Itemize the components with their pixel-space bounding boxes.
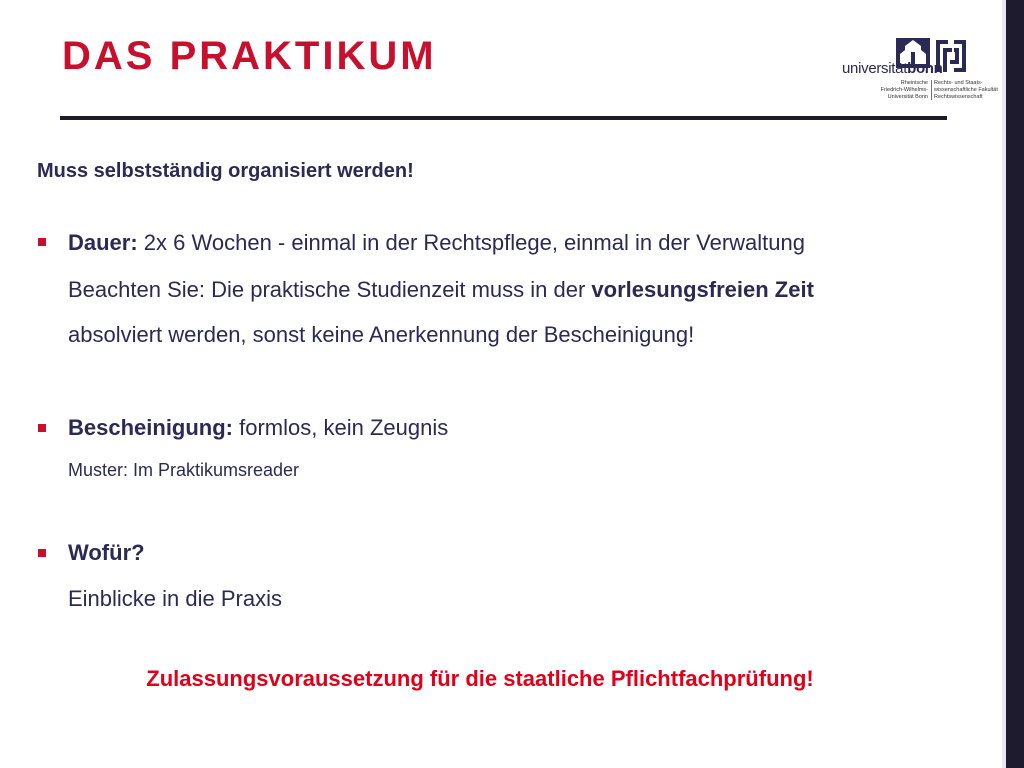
bullet-purpose-answer: Einblicke in die Praxis — [68, 586, 282, 611]
right-edge-bar — [1006, 0, 1024, 768]
university-logo — [838, 34, 998, 104]
bullet-square-icon — [38, 238, 46, 246]
logo-university-name: Rheinische Friedrich-Wilhelms- Universität Bonn — [880, 80, 928, 100]
title-divider — [60, 116, 947, 120]
logo-wordmark: universitätbonn — [842, 60, 943, 77]
bullet-certificate-sample: Muster: Im Praktikumsreader — [68, 460, 300, 480]
logo-faculty-name: Rechts- und Staats- wissenschaftliche Fakultät Rechtswissenschaft — [934, 80, 998, 100]
bullet-square-icon — [38, 549, 46, 557]
logo-divider — [931, 80, 932, 100]
bullet-certificate: Bescheinigung: formlos, kein Zeugnis — [68, 415, 449, 440]
bullet-square-icon — [38, 424, 46, 432]
bullet-duration-note-cont: absolviert werden, sonst keine Anerkennung der Bescheinigung! — [68, 322, 695, 347]
bullet-duration-note: Beachten Sie: Die praktische Studienzeit muss in der vorlesungsfreien Zeit — [68, 277, 814, 302]
admission-requirement-note: Zulassungsvoraussetzung für die staatliche Pflichtfachprüfung! — [146, 666, 814, 691]
slide-title: DAS PRAKTIKUM — [62, 34, 437, 78]
subheading: Muss selbstständig organisiert werden! — [37, 160, 414, 182]
bullet-purpose: Wofür? — [68, 540, 145, 565]
bullet-duration: Dauer: 2x 6 Wochen - einmal in der Rechtspflege, einmal in der Verwaltung — [68, 230, 805, 255]
